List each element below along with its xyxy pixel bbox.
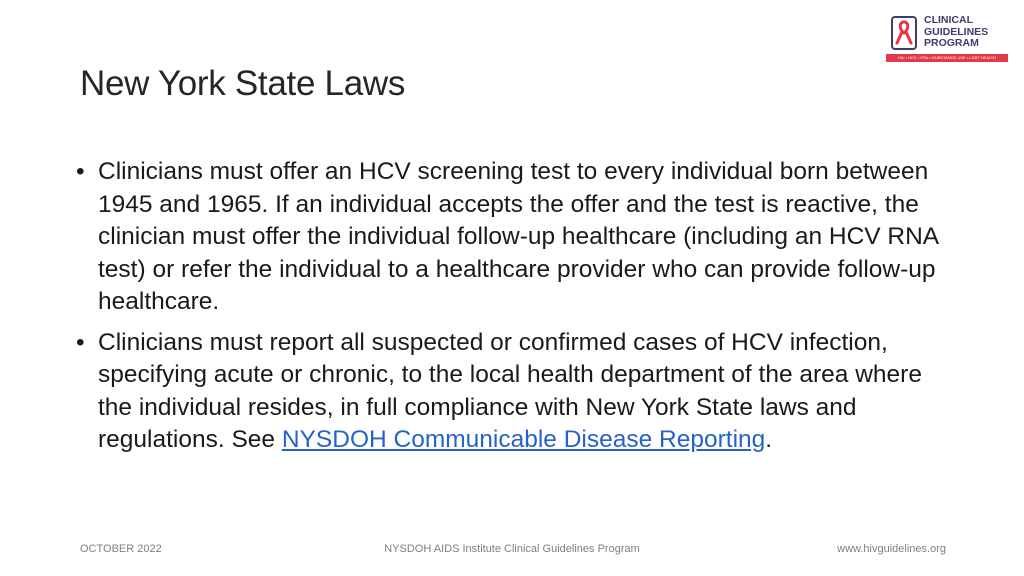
footer-date: OCTOBER 2022 [80,543,162,555]
clinical-guidelines-logo [886,14,1008,64]
bullet-item-screening [76,156,946,319]
logo-line-3: PROGRAM [924,37,979,49]
bullet-dot: • [76,158,85,185]
bullet-item-reporting [76,327,946,457]
nysdoh-reporting-link[interactable]: NYSDOH Communicable Disease Reporting [281,426,766,453]
bullet-list [76,156,946,465]
logo-wordmark [924,15,988,50]
footer-program: NYSDOH AIDS Institute Clinical Guidelines Program [384,543,640,555]
logo-line-2: GUIDELINES [924,25,989,38]
red-ribbon-icon [891,15,919,51]
bullet-text: Clinicians must offer an HCV screening test to every individual born between 1945 and 1965. If an individual accepts the offer and the test is reactive, the clinician must offer the individual follow-up healthcare (including an HCV RNA test) or refer the individual to a healthcare provider who can provide follow-up healthcare. [98,158,938,315]
bullet-text: Clinicians must report all suspected or confirmed cases of HCV infection, specifying acute or chronic, to the local health department of the area where the individual resides, in full compliance with New York State laws and regulations. See [98,328,922,453]
slide-title: New York State Laws [80,64,406,103]
logo-line-1: CLINICAL [924,14,973,26]
bullet-dot: • [76,328,85,356]
logo-tagline: HIV • HCV • STIs • SUBSTANCE USE • LGBT HEALTH [886,54,1008,62]
bullet-text-end: . [765,426,773,453]
footer-website: www.hivguidelines.org [837,543,946,555]
